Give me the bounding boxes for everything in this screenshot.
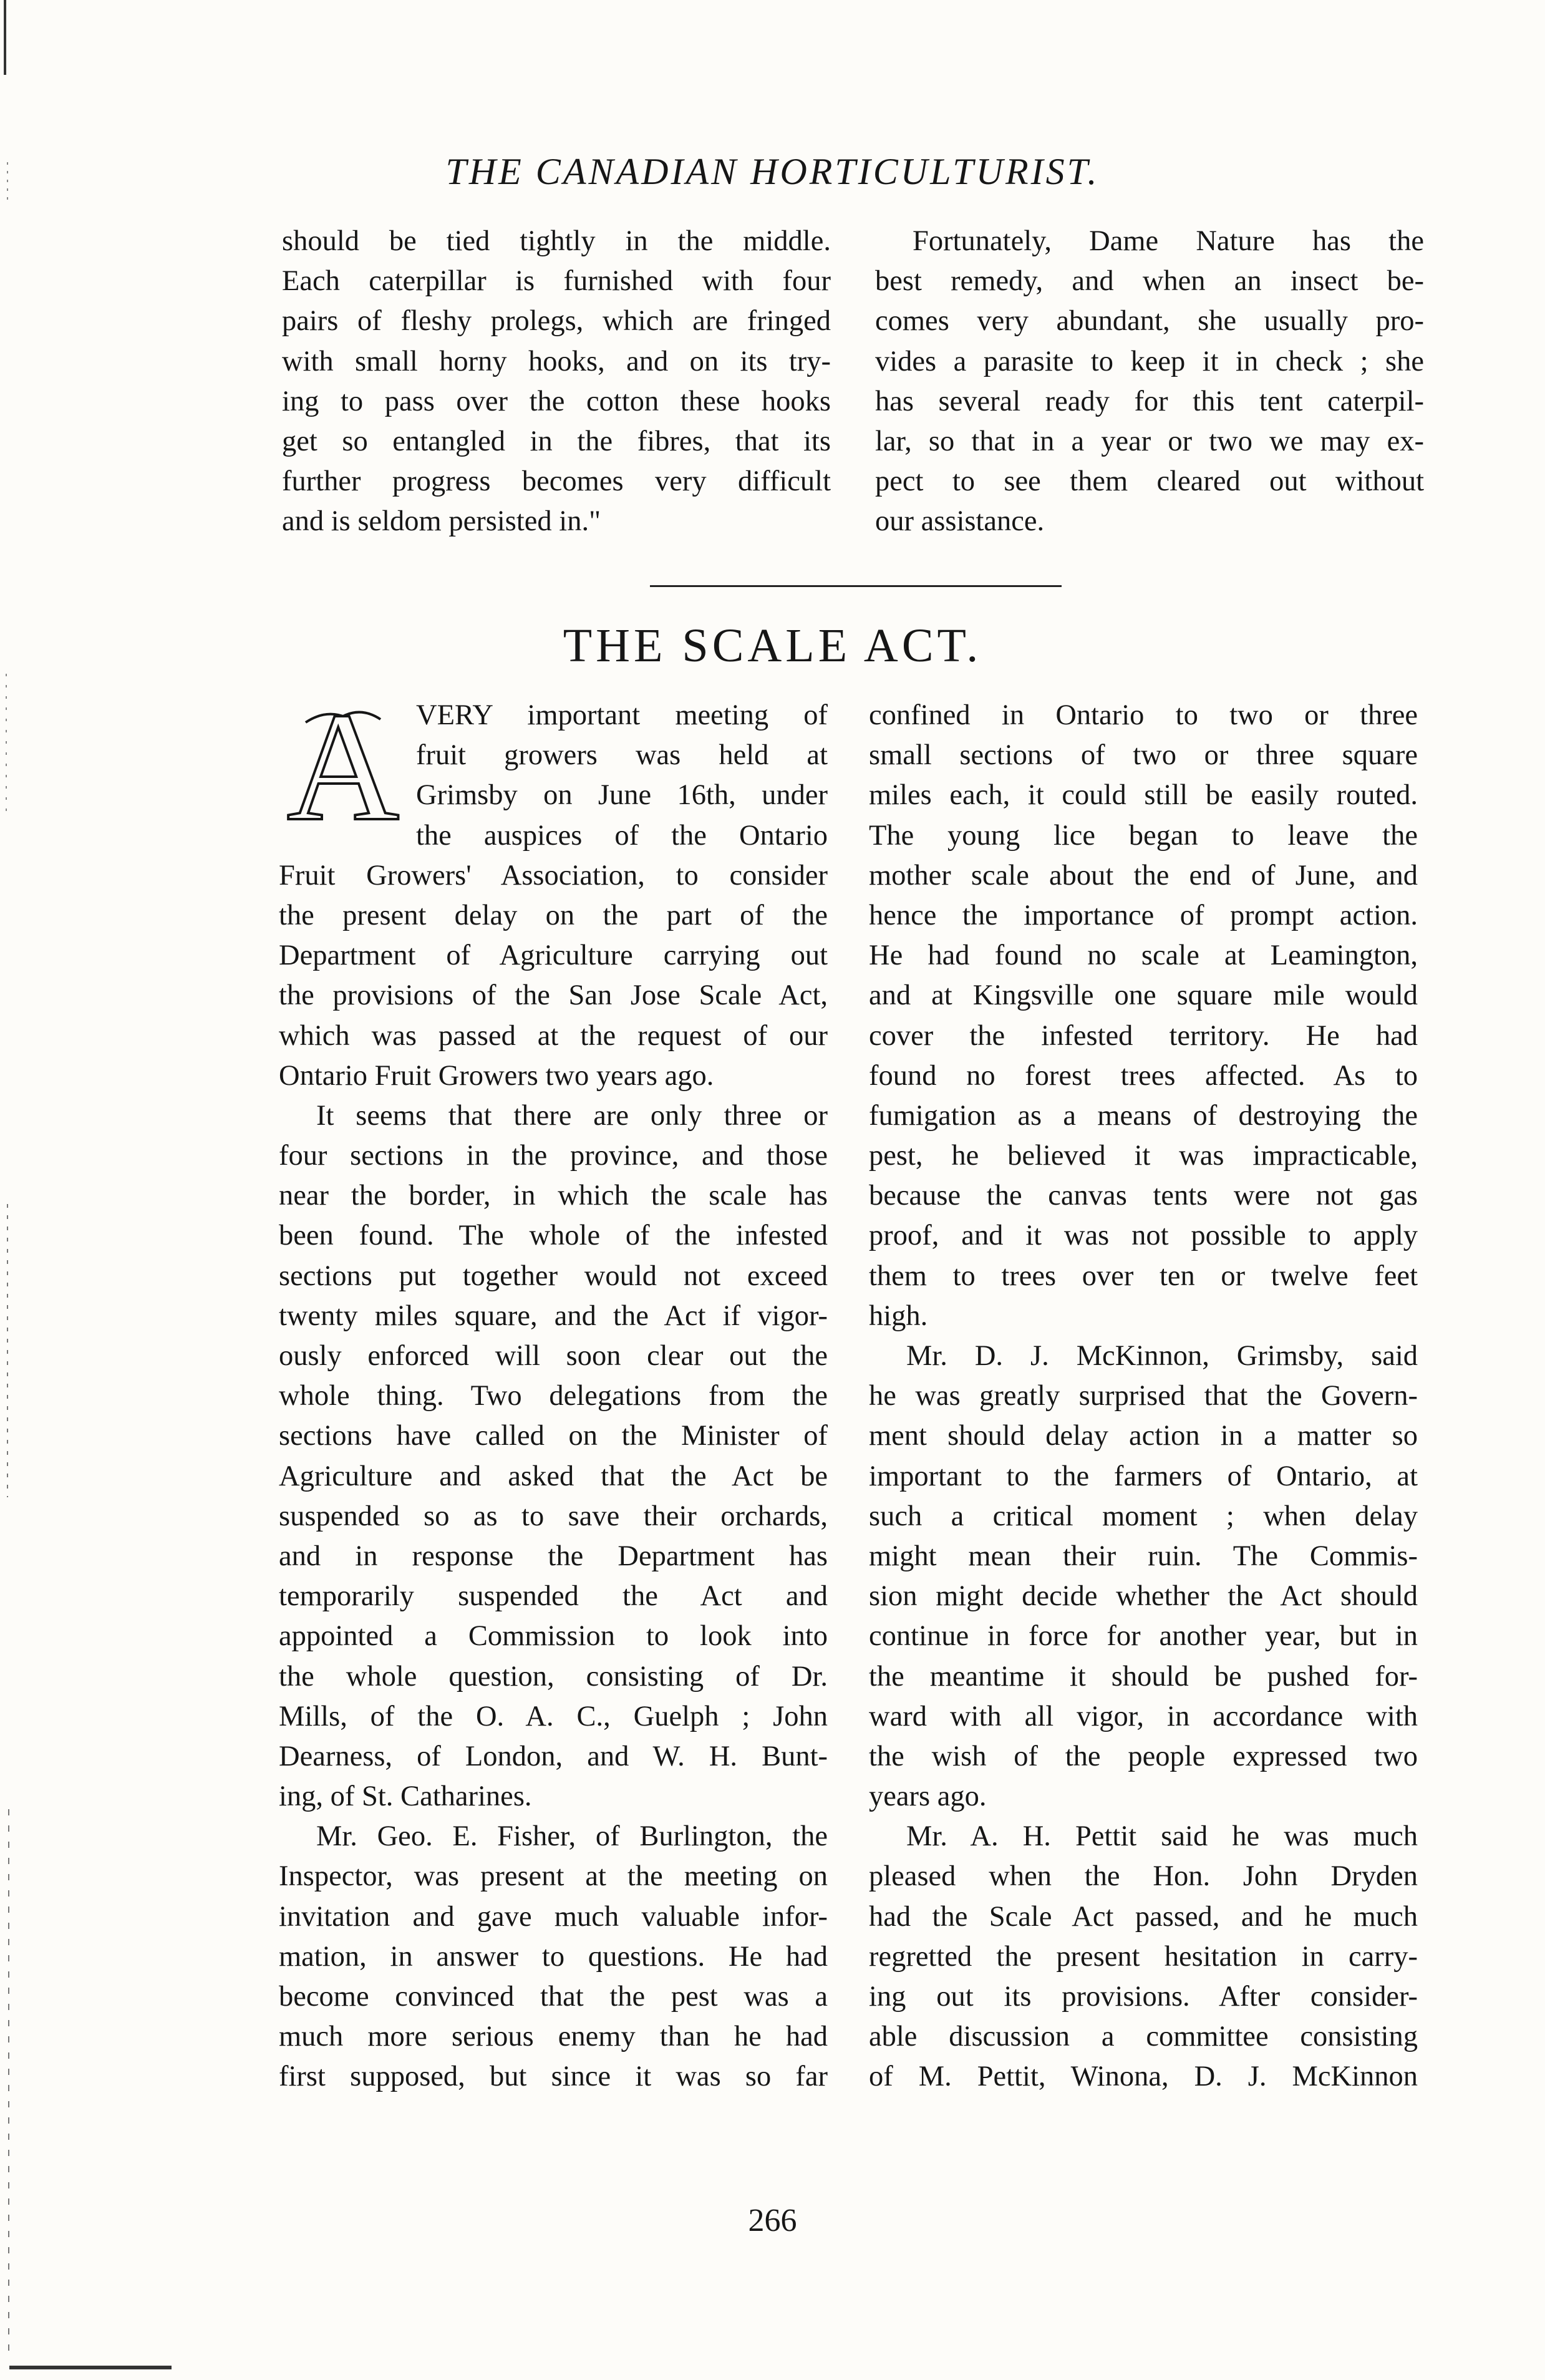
text-line: them to trees over ten or twelve feet	[869, 1260, 1418, 1292]
text-line: first supposed, but since it was so far	[279, 2061, 828, 2093]
text-line: pest, he believed it was impracticable,	[869, 1140, 1418, 1172]
top-right-column	[875, 221, 1424, 542]
text-line: Each caterpillar is furnished with four	[282, 265, 831, 298]
text-line: much more serious enemy than he had	[279, 2021, 828, 2053]
text-line: suspended so as to save their orchards,	[279, 1500, 828, 1532]
text-line: further progress becomes very difficult	[282, 465, 831, 498]
text-line: appointed a Commission to look into	[279, 1620, 828, 1653]
text-line: ing out its provisions. After consider-	[869, 1981, 1418, 2013]
text-line: pleased when the Hon. John Dryden	[869, 1860, 1418, 1893]
text-line: had the Scale Act passed, and he much	[869, 1900, 1418, 1933]
text-line: the auspices of the Ontario	[416, 819, 828, 852]
text-line: able discussion a committee consisting	[869, 2021, 1418, 2053]
text-line: continue in force for another year, but in	[869, 1620, 1418, 1653]
body-left-column	[279, 696, 828, 2097]
text-line: been found. The whole of the infested	[279, 1220, 828, 1252]
text-line: small sections of two or three square	[869, 739, 1418, 772]
text-line: with small horny hooks, and on its try-	[282, 345, 831, 377]
text-line: Mr. D. J. McKinnon, Grimsby, said	[906, 1340, 1418, 1372]
text-line: proof, and it was not possible to apply	[869, 1220, 1418, 1252]
drop-cap-text: A	[286, 704, 400, 828]
text-line: comes very abundant, she usually pro-	[875, 305, 1424, 338]
text-line: fumigation as a means of destroying the	[869, 1099, 1418, 1132]
text-line: invitation and gave much valuable infor-	[279, 1900, 828, 1933]
text-line: ment should delay action in a matter so	[869, 1420, 1418, 1452]
text-line: he was greatly surprised that the Govern-	[869, 1380, 1418, 1412]
text-line: regretted the present hesitation in carry-	[869, 1940, 1418, 1973]
text-line: our assistance.	[875, 505, 1045, 538]
text-line: sion might decide whether the Act should	[869, 1580, 1418, 1613]
text-line: such a critical moment ; when delay	[869, 1500, 1418, 1532]
text-line: hence the importance of prompt action.	[869, 899, 1418, 931]
text-line: because the canvas tents were not gas	[869, 1180, 1418, 1212]
text-line: and at Kingsville one square mile would	[869, 979, 1418, 1012]
text-line: lar, so that in a year or two we may ex-	[875, 425, 1424, 457]
body-right-column	[869, 696, 1418, 2097]
text-line: Fortunately, Dame Nature has the	[913, 225, 1424, 257]
text-line: miles each, it could still be easily routed.	[869, 779, 1418, 812]
running-head: THE CANADIAN HORTICULTURIST.	[445, 151, 1100, 192]
text-line: has several ready for this tent caterpil-	[875, 385, 1424, 417]
text-line: near the border, in which the scale has	[279, 1180, 828, 1212]
text-line: mation, in answer to questions. He had	[279, 1940, 828, 1973]
section-title: THE SCALE ACT.	[563, 619, 982, 672]
text-line: the whole question, consisting of Dr.	[279, 1660, 828, 1693]
text-line: the meantime it should be pushed for-	[869, 1660, 1418, 1693]
text-line: important to the farmers of Ontario, at	[869, 1460, 1418, 1492]
text-line: He had found no scale at Leamington,	[869, 940, 1418, 972]
text-line: become convinced that the pest was a	[279, 1981, 828, 2013]
text-line: Agriculture and asked that the Act be	[279, 1460, 828, 1492]
text-line: years ago.	[869, 1780, 987, 1813]
text-line: sections put together would not exceed	[279, 1260, 828, 1292]
text-line: ing, of St. Catharines.	[279, 1780, 532, 1813]
text-line: which was passed at the request of our	[279, 1019, 828, 1052]
text-line: Grimsby on June 16th, under	[416, 779, 828, 812]
text-line: Dearness, of London, and W. H. Bunt-	[279, 1740, 828, 1772]
text-line: Mr. Geo. E. Fisher, of Burlington, the	[316, 1820, 828, 1853]
text-line: whole thing. Two delegations from the	[279, 1380, 828, 1412]
text-line: the wish of the people expressed two	[869, 1740, 1418, 1772]
text-line: and is seldom persisted in."	[282, 505, 601, 538]
text-line: and in response the Department has	[279, 1540, 828, 1572]
text-line: sections have called on the Minister of	[279, 1420, 828, 1452]
top-left-column	[282, 221, 831, 542]
text-line: Fruit Growers' Association, to consider	[279, 859, 828, 891]
section-divider	[650, 585, 1062, 587]
text-line: ward with all vigor, in accordance with	[869, 1700, 1418, 1732]
text-line: The young lice began to leave the	[869, 819, 1418, 852]
text-line: Mr. A. H. Pettit said he was much	[906, 1820, 1418, 1853]
text-line: pairs of fleshy prolegs, which are fringed	[282, 305, 831, 338]
text-line: cover the infested territory. He had	[869, 1019, 1418, 1052]
text-line: twenty miles square, and the Act if vigor-	[279, 1299, 828, 1332]
text-line: should be tied tightly in the middle.	[282, 225, 831, 257]
text-line: temporarily suspended the Act and	[279, 1580, 828, 1613]
text-line: pect to see them cleared out without	[875, 465, 1424, 498]
text-line: best remedy, and when an insect be-	[875, 265, 1424, 298]
text-line: Ontario Fruit Growers two years ago.	[279, 1059, 714, 1092]
text-line: four sections in the province, and those	[279, 1140, 828, 1172]
text-line: Department of Agriculture carrying out	[279, 940, 828, 972]
text-line: confined in Ontario to two or three	[869, 699, 1418, 731]
text-line: might mean their ruin. The Commis-	[869, 1540, 1418, 1572]
text-line: mother scale about the end of June, and	[869, 859, 1418, 891]
text-line: ing to pass over the cotton these hooks	[282, 385, 831, 417]
text-line: VERY important meeting of	[416, 699, 828, 731]
scan-bottom-mark	[9, 2366, 172, 2369]
text-line: the provisions of the San Jose Scale Act,	[279, 979, 828, 1012]
page-number: 266	[748, 2203, 797, 2238]
text-line: vides a parasite to keep it in check ; she	[875, 345, 1424, 377]
text-line: Inspector, was present at the meeting on	[279, 1860, 828, 1893]
text-line: Mills, of the O. A. C., Guelph ; John	[279, 1700, 828, 1732]
text-line: high.	[869, 1299, 928, 1332]
text-line: of M. Pettit, Winona, D. J. McKinnon	[869, 2061, 1418, 2093]
scan-edge-marks	[0, 0, 25, 2380]
text-line: ously enforced will soon clear out the	[279, 1340, 828, 1372]
text-line: get so entangled in the fibres, that its	[282, 425, 831, 457]
text-line: the present delay on the part of the	[279, 899, 828, 931]
text-line: found no forest trees affected. As to	[869, 1059, 1418, 1092]
text-line: It seems that there are only three or	[316, 1099, 828, 1132]
text-line: fruit growers was held at	[416, 739, 828, 772]
